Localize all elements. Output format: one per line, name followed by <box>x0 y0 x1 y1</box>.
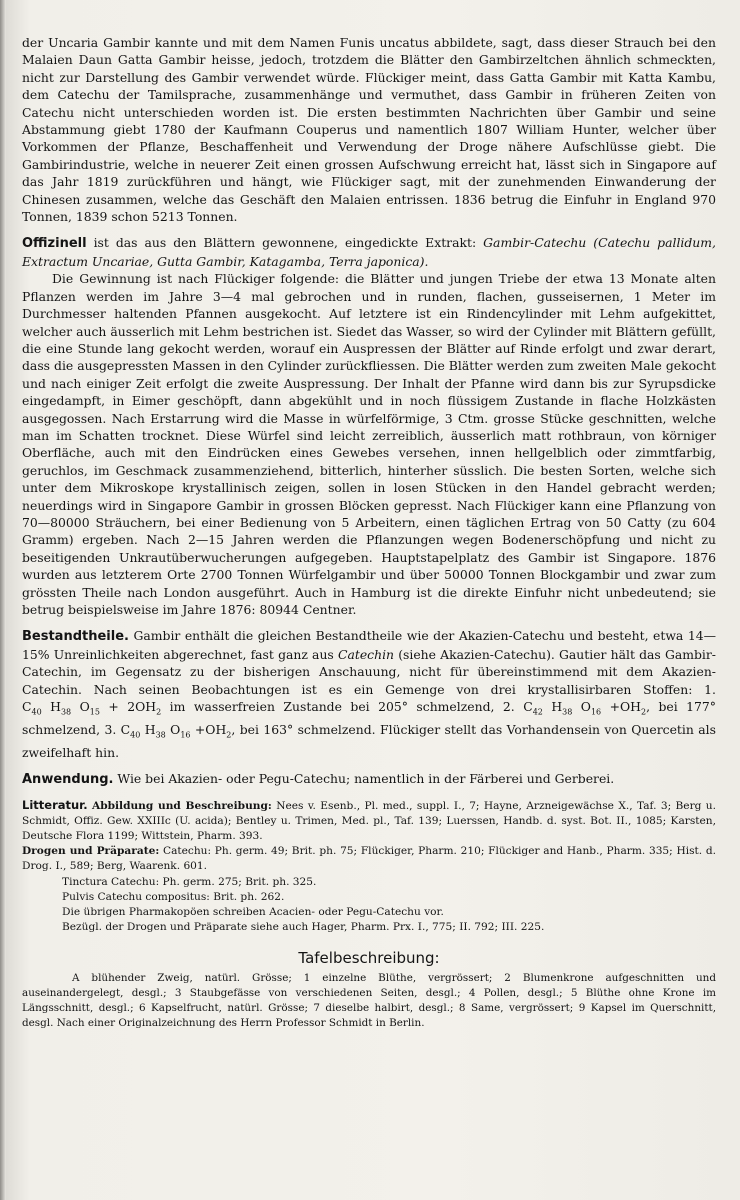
formula-sub: 40 <box>130 730 141 740</box>
formula-sub: 16 <box>590 707 602 717</box>
text-column <box>22 34 716 1031</box>
formula-sub: 15 <box>89 707 100 717</box>
formula-sub: 42 <box>532 707 543 717</box>
drogen-text: Catechu: Ph. germ. 49; Brit. ph. 75; Flückiger, Pharm. 210; Flückiger and Hanb., Pharm. 335; Hist. d. Drog. I., 589; Berg, Waarenk. 601. <box>22 845 717 873</box>
tinctura-line: Tinctura Catechu: Ph. germ. 275; Brit. ph. 325. <box>62 875 317 888</box>
page-edge-shadow <box>0 0 6 1200</box>
bestandtheile-text-a: Gambir enthält die gleichen Bestandtheile wie der Akazien-Catechu und besteht, etwa 14—15% Unreinlichkeiten abgerechnet, fast ganz aus <box>22 628 716 662</box>
formula-sub: 38 <box>155 730 166 740</box>
bestandtheile-text-d: bei 177° schmelzend, 3. <box>22 699 717 737</box>
tafel-description: A blühender Zweig, natürl. Grösse; 1 einzelne Blüthe, vergrössert; 2 Blumenkrone aufgeschnitten und auseinandergelegt, desgl.; 3 Staubgefässe von verschiedenen Seiten, desgl.; 4 Pollen, desgl.; 5 Blüthe ohne Krone im Längsschnitt, desgl.; 6 Kapselfrucht, natürl. Grösse; 7 dieselbe halbirt, desgl.; 8 Same, vergrössert; 9 Kapsel im Querschnitt, desgl. Nach einer Originalzeichnung des Herrn Professor Schmidt in Berlin. <box>22 972 716 1030</box>
bestandtheile-text-b: (siehe Akazien-Catechu). Gautier hält das Gambir-Catechin, im Gegensatz zu der bisherigen Anschauung, nicht für übereinstimmend mit dem Akazien-Catechin. Nach seinen Beobachtungen ist es ein Gemenge von drei krystallisirbaren Stoffen: 1. C <box>22 646 716 715</box>
bestandtheile-text-c: im wasserfreien Zustande bei 205° schmelzend, 2. <box>169 699 515 715</box>
drogen-label: Drogen und Präparate: <box>22 845 160 858</box>
bestandtheile-heading: Bestandtheile. <box>22 629 129 645</box>
formula-sub: 40 <box>31 707 42 717</box>
formula-sub: 38 <box>60 707 72 717</box>
litteratur-abbildung <box>22 798 716 845</box>
catechin-term: Catechin <box>337 646 395 662</box>
tafel-title: Tafelbeschreibung: <box>298 949 440 968</box>
abbildung-text: Nees v. Esenb., Pl. med., suppl. I., 7; Hayne, Arzneigewächse X., Taf. 3; Berg u. Schmidt, Offiz. Gew. XXIIIc (U. acida); Bentley u. Trimen, Med. pl., Taf. 139; Luerssen, Handb. d. syst. Bot. II., 1085; Karsten, Deutsche Flora 1199; Wittstein, Pharm. 393. <box>22 799 716 842</box>
formula-sub: 38 <box>562 707 573 717</box>
bestandtheile-section: Bestandtheile. Gambir enthält die gleichen Bestandtheile wie der Akazien-Catechu und besteht, etwa 14—15% Unreinlichkeiten abgerechnet, fast ganz aus Catechin (siehe Akazien-Catechu). Gautier hält das Gambir-Catechin, im Gegensatz zu der bisherigen Anschauung, nicht für übereinstimmend mit dem Akazien-Catechin. Nach seinen Beobachtungen ist es ein Gemenge von drei krystallisirbaren Stoffen: 1. $C_{40}$ $H_{38}$ $O_{15} + 2OH_2$ im wasserfreien Zustande bei 205° schmelzend, 2. $C_{42}$ $H_{38}$ $O_{16} +OH_2$, bei 177° schmelzend, 3. $C_{40}$ $H_{38}$ $O_{16} +OH_2$, bei 163° schmelzend. Flückiger stellt das Vorhandensein von Quercetin als zweifelhaft hin. <box>22 628 717 760</box>
litteratur-section <box>22 798 716 936</box>
anwendung-section <box>22 770 716 788</box>
litteratur-heading: Litteratur. <box>22 797 88 812</box>
formula-sub: 16 <box>180 730 191 740</box>
offizinell-section <box>22 234 716 270</box>
gewinnung-paragraph: Die Gewinnung ist nach Flückiger folgende: die Blätter und jungen Triebe der etwa 13 Monate alten Pflanzen werden im Jahre 3—4 mal gebrochen und in runden, flachen, gusseisernen, 1 Meter im Durchmesser haltenden Pfannen ausgekocht. Auf letztere ist ein Rindencylinder mit Lehm aufgekittet, welcher auch äusserlich mit Lehm bestrichen ist. Siedet das Wasser, so wird der Cylinder mit Blättern gefüllt, die eine Stunde lang gekocht werden, worauf ein Auspressen der Blätter auf Rinde erfolgt und zwar derart, dass die ausgepressten Massen in den Cylinder zurückfliessen. Die Blätter werden zum zweiten Male gekocht und nach einiger Zeit erfolgt die zweite Auspressung. Der Inhalt der Pfanne wird dann bis zur Syrupsdicke eingedampft, in Eimer geschöpft, dann abgekühlt und in noch flüssigem Zustande in flache Holzkästen ausgegossen. Nach Erstarrung wird die Masse in würfelförmige, 3 Ctm. grosse Stücke geschnitten, welche man im Schatten trocknet. Diese Würfel sind leicht zerreiblich, äusserlich matt rothbraun, von körniger Oberfläche, auch mit den Eindrücken eines Gewebes versehen, innen hellgelblich oder zimmtfarbig, geruchlos, im Geschmack zusammenziehend, bitterlich, hinterher süsslich. Die besten Sorten, welche sich unter dem Mikroskope krystallinisch zeigen, sollen in losen Stücken in den Handel gebracht werden; neuerdings wird in Singapore Gambir in grossen Blöcken gepresst. Nach Flückiger kann eine Pflanzung von 70—80000 Sträuchern, bei einer Bedienung von 5 Arbeitern, einen täglichen Ertrag von 50 Catty (zu 604 Gramm) ergeben. Nach 2—15 Jahren werden die Pflanzungen wegen Bodenerschöpfung und nicht zu beseitigenden Unkrautüberwucherungen aufgegeben. Hauptstapelplatz des Gambir ist Singapore. 1876 wurden aus letzterem Orte 2700 Tonnen Würfelgambir und über 50000 Tonnen Blockgambir und zwar zum grössten Theile nach London ausgeführt. Auch in Hamburg ist die direkte Einfuhr nicht unbedeutend; sie betrug beispielsweise im Jahre 1876: 80944 Centner. <box>22 271 716 617</box>
offizinell-lead: ist das aus den Blättern gewonnene, eingedickte Extrakt: <box>93 235 477 251</box>
offizinell-heading: Offizinell <box>22 236 87 252</box>
abbildung-label: Abbildung und Beschreibung: <box>91 799 272 812</box>
offizinell-names: Gambir-Catechu (Catechu pallidum, Extractum Uncariae, Gutta Gambir, Katagamba, Terra japonica). <box>22 235 716 269</box>
bestandtheile-text-e: bei 163° schmelzend. Flückiger stellt das Vorhandensein von Quercetin als zweifelhaft hin. <box>22 721 716 760</box>
anwendung-text: Wie bei Akazien- oder Pegu-Catechu; namentlich in der Färberei und Gerberei. <box>117 771 615 787</box>
anwendung-heading: Anwendung. <box>22 772 114 788</box>
uebrige-line: Die übrigen Pharmakopöen schreiben Acacien- oder Pegu-Catechu vor. <box>62 906 444 919</box>
intro-paragraph: der Uncaria Gambir kannte und mit dem Namen Funis uncatus abbildete, sagt, dass dieser Strauch bei den Malaien Daun Gatta Gambir heisse, jedoch, trotzdem die Blätter den Gambirzeltchen ähnlich schmeckten, nicht zur Darstellung des Gambir verwendet würde. Flückiger meint, dass Gatta Gambir mit Katta Kambu, dem Catechu der Tamilsprache, zusammenhänge und vermuthet, dass Gambir in früheren Zeiten von Catechu nicht unterschieden worden ist. Die ersten bestimmten Nachrichten über Gambir und seine Abstammung giebt 1780 der Kaufmann Couperus und namentlich 1807 William Hunter, welcher über Vorkommen der Pflanze, Beschaffenheit und Verwendung der Droge nähere Aufschlüsse giebt. Die Gambirindustrie, welche in neuerer Zeit einen grossen Aufschwung erreicht hat, lässt sich in Singapore auf das Jahr 1819 zurückführen und hängt, wie Flückiger sagt, mit der zunehmenden Einwanderung der Chinesen zusammen, welche das Geschäft den Malaien entrissen. 1836 betrug die Einfuhr in England 970 Tonnen, 1839 schon 5213 Tonnen. <box>22 35 716 225</box>
bezuegl-line: Bezügl. der Drogen und Präparate siehe auch Hager, Pharm. Prx. I., 775; II. 792; III. 225. <box>62 921 545 934</box>
pulvis-line: Pulvis Catechu compositus: Brit. ph. 262. <box>62 890 285 903</box>
litteratur-drogen <box>22 844 716 874</box>
